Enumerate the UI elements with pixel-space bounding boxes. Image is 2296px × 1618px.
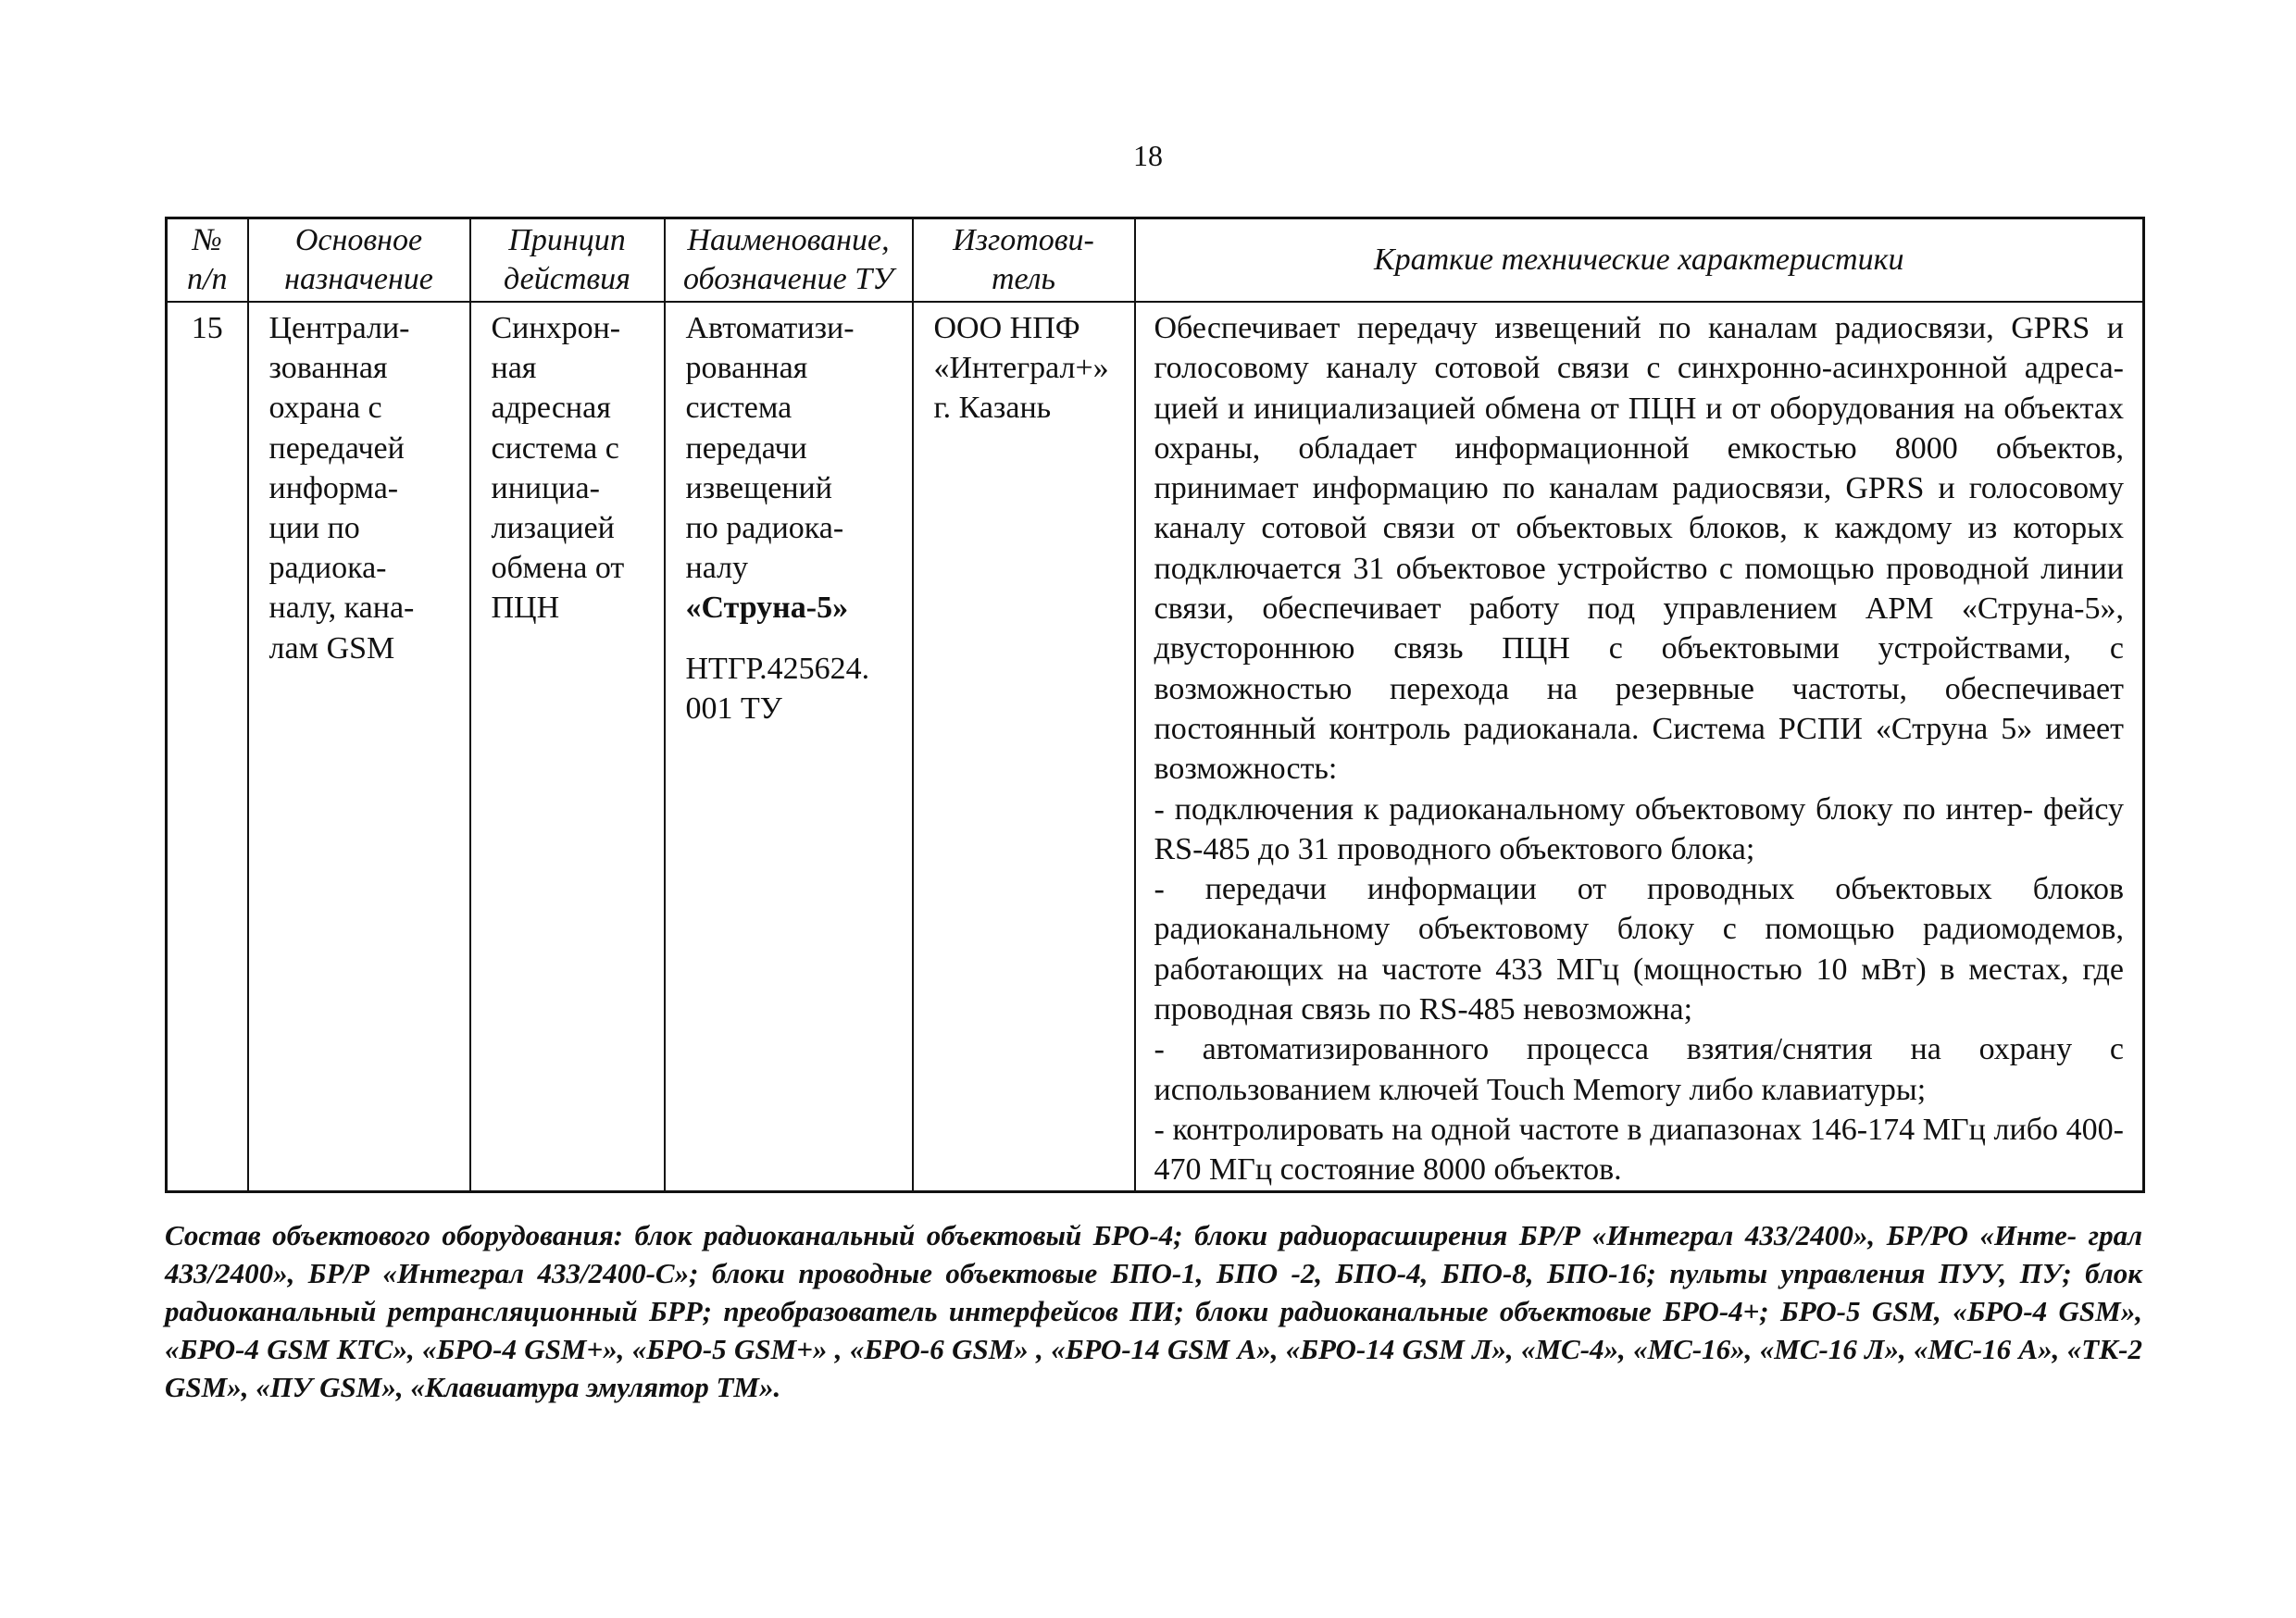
- cell-manufacturer: [913, 302, 1135, 1191]
- specs-paragraph: - передачи информации от проводных объектовых блоков радиоканальному объектовому блоку с помощью радиомодемов, работающих на частоте 433 МГц (мощностью 10 мВт) в местах, где проводная связь по RS-485 невозможна;: [1154, 872, 2124, 1027]
- header-name: [665, 218, 913, 303]
- purpose-line: информа-: [268, 470, 399, 505]
- principle-line: система с: [491, 430, 619, 466]
- header-principle-line-1: Принцип: [508, 223, 626, 257]
- cell-spacer: [686, 629, 905, 649]
- cell-row-number: 15: [167, 302, 248, 1191]
- name-line: передачи: [685, 430, 807, 466]
- purpose-line: лам GSM: [268, 630, 395, 666]
- header-num-line-1: №: [192, 223, 222, 257]
- name-line: рованная: [685, 351, 808, 386]
- principle-line: лизацией: [491, 511, 615, 546]
- purpose-line: зованная: [268, 351, 388, 386]
- header-num-line-2: п/п: [187, 262, 228, 296]
- manufacturer-line: ООО НПФ: [933, 311, 1080, 345]
- header-purpose-line-2: назначение: [284, 262, 433, 296]
- purpose-line: радиока-: [268, 551, 387, 586]
- name-line: система: [685, 391, 792, 426]
- product-name: «Струна-5»: [685, 591, 849, 626]
- purpose-line: ции по: [268, 511, 360, 546]
- cell-specs: [1135, 302, 2144, 1191]
- header-num: [167, 218, 248, 303]
- specs-paragraph: - подключения к радиоканальному объектовому блоку по интер- фейсу RS-485 до 31 проводного объектового блока;: [1154, 791, 2124, 866]
- header-manufacturer-line-2: тель: [991, 262, 1056, 296]
- header-name-line-1: Наименование,: [687, 223, 890, 257]
- principle-line: адресная: [491, 391, 611, 426]
- principle-line: Синхрон-: [491, 311, 621, 345]
- manufacturer-line: г. Казань: [933, 391, 1052, 426]
- purpose-line: налу, кана-: [268, 591, 415, 626]
- cell-purpose: [248, 302, 470, 1191]
- table-header-row: [167, 218, 2144, 303]
- header-name-line-2: обозначение ТУ: [683, 262, 893, 296]
- header-principle: [470, 218, 665, 303]
- purpose-line: охрана с: [268, 391, 382, 426]
- table-row: [167, 302, 2144, 1191]
- principle-line: ная: [491, 351, 537, 386]
- tu-designation-line: НТГР.425624.: [685, 651, 870, 686]
- header-manufacturer-line-1: Изготови-: [953, 223, 1094, 257]
- header-principle-line-2: действия: [504, 262, 630, 296]
- specs-paragraph: - контролировать на одной частоте в диапазонах 146-174 МГц либо 400-470 МГц состояние 8000 объектов.: [1154, 1112, 2124, 1188]
- header-specs: Краткие технические характеристики: [1135, 218, 2144, 303]
- tu-designation-line: 001 ТУ: [685, 691, 782, 726]
- principle-line: ПЦН: [491, 591, 560, 626]
- name-line: Автоматизи-: [685, 311, 855, 345]
- cell-principle: [470, 302, 665, 1191]
- specs-paragraph: - автоматизированного процесса взятия/снятия на охрану с использованием ключей Touch Memory либо клавиатуры;: [1154, 1032, 2124, 1107]
- manufacturer-line: «Интеграл+»: [933, 351, 1109, 386]
- name-line: по радиока-: [685, 511, 844, 546]
- page-number: 18: [1133, 139, 1163, 172]
- cell-name: [665, 302, 913, 1191]
- principle-line: инициа-: [491, 470, 600, 505]
- composition-note: Состав объектового оборудования: блок радиоканальный объектовый БРО-4; блоки радиорасширения БР/Р «Интеграл 433/2400», БР/РО «Инте- грал 433/2400», БР/Р «Интеграл 433/2400-С»; блоки проводные объектовые БПО-1, БПО -2, БПО-4, БПО-8, БПО-16; пульты управления ПУУ, ПУ; блок радиоканальный ретрансляционный БРР; преобразователь интерфейсов ПИ; блоки радиоканальные объектовые БРО-4+; БРО-5 GSM, «БРО-4 GSM», «БРО-4 GSM КТС», «БРО-4 GSM+», «БРО-5 GSM+» , «БРО-6 GSM» , «БРО-14 GSM А», «БРО-14 GSM Л», «МС-4», «МС-16», «МС-16 Л», «МС-16 А», «ТК-2 GSM», «ПУ GSM», «Клавиатура эмулятор ТМ».: [165, 1219, 2142, 1403]
- name-line: налу: [685, 551, 749, 586]
- purpose-line: передачей: [268, 430, 405, 466]
- header-purpose-line-1: Основное: [294, 223, 423, 257]
- header-manufacturer: [913, 218, 1135, 303]
- purpose-line: Централи-: [268, 311, 410, 345]
- name-line: извещений: [685, 470, 832, 505]
- principle-line: обмена от: [491, 551, 625, 586]
- equipment-table: [165, 217, 2145, 1193]
- header-purpose: [248, 218, 470, 303]
- specs-paragraph: Обеспечивает передачу извещений по каналам радиосвязи, GPRS и голосовому каналу сотовой связи с синхронно-асинхронной адреса- цией и инициализацией обмена от ПЦН и от оборудования на объектах охраны, обладает информационной емкостью 8000 объектов, принимает информацию по каналам радиосвязи, GPRS и голосовому каналу сотовой связи от объектовых блоков, к каждому из которых подключается 31 объектовое устройство с помощью проводной линии связи, обеспечивает работу под управлением АРМ «Струна-5», двустороннюю связь ПЦН с объектовыми устройствами, с возможностью перехода на резервные частоты, обеспечивает постоянный контроль радиоканала. Система РСПИ «Струна 5» имеет возможность:: [1154, 311, 2124, 787]
